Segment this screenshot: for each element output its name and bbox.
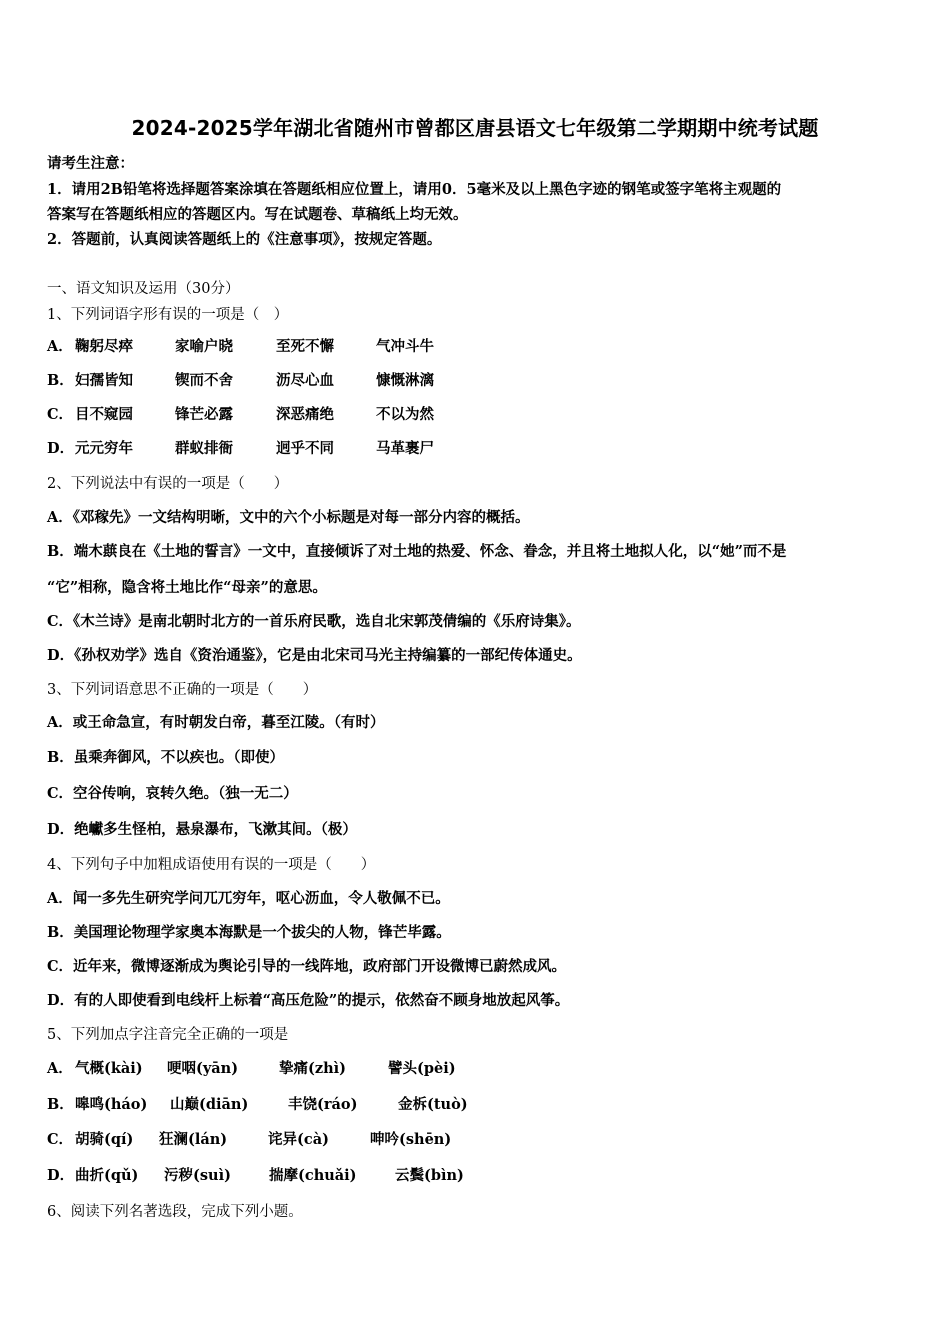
question-2-option-d: D．《孙权劝学》选自《资治通鉴》，它是由北宋司马光主持编纂的一部纪传体通史。 [47,647,582,664]
question-1-option-d [47,437,434,458]
question-3-stem: 3、下列词语意思不正确的一项是（ ） [47,682,318,698]
question-4-option-b: B．美国理论物理学家奥本海默是一个拔尖的人物，锋芒毕露。 [47,924,451,941]
option-word: 嗥鸣(háo) [75,1096,148,1113]
option-word: 元元穷年 [75,440,133,457]
question-4-option-c: C．近年来，微博逐渐成为舆论引导的一线阵地，政府部门开设微博已蔚然成风。 [47,958,567,975]
question-4-stem: 4、下列句子中加粗成语使用有误的一项是（ ） [47,857,376,873]
question-5-option-d [47,1164,464,1185]
question-5-option-a [47,1057,456,1078]
question-5-option-b [47,1093,468,1114]
notice-heading: 请考生注意： [47,155,134,172]
question-3-option-a: A．或王命急宣，有时朝发白帝，暮至江陵。（有时） [47,714,385,731]
option-word: 目不窥园 [75,406,133,423]
option-label: A． [47,338,73,355]
option-word: 揣摩(chuǎi) [269,1167,357,1184]
option-word: 锋芒必露 [175,406,233,423]
option-label: B． [47,372,74,389]
option-word: 狂澜(lán) [159,1131,228,1148]
option-word: 诧异(cà) [268,1131,329,1148]
question-1-option-b [47,369,434,390]
option-label: A． [47,1060,73,1077]
option-word: 曲折(qǔ) [75,1167,139,1184]
option-word: 金柝(tuò) [398,1096,468,1113]
question-6-stem: 6、阅读下列名著选段，完成下列小题。 [47,1204,303,1220]
question-5-stem: 5、下列加点字注音完全正确的一项是 [47,1027,289,1043]
option-label: B． [47,1096,74,1113]
option-word: 哽咽(yān) [167,1060,239,1077]
option-word: 气冲斗牛 [376,338,434,355]
option-word: 家喻户晓 [175,338,233,355]
option-word: 深恶痛绝 [276,406,334,423]
page-title: 2024-2025学年湖北省随州市曾都区唐县语文七年级第二学期期中统考试题 [131,116,819,140]
question-4-option-d: D．有的人即使看到电线杆上标着“高压危险”的提示，依然奋不顾身地放起风筝。 [47,992,570,1009]
option-word: 污秽(suì) [164,1167,231,1184]
question-1-option-c [47,403,434,424]
option-word: 山巅(diān) [170,1096,249,1113]
option-label: D． [47,1167,75,1184]
option-word: 慷慨淋漓 [376,372,434,389]
option-word: 妇孺皆知 [75,372,133,389]
option-label: C． [47,1131,74,1148]
option-word: 胡骑(qí) [75,1131,134,1148]
question-3-option-b: B．虽乘奔御风，不以疾也。（即使） [47,749,285,766]
option-word: 丰饶(ráo) [288,1096,358,1113]
notice-line-1b: 答案写在答题纸相应的答题区内。写在试题卷、草稿纸上均无效。 [47,206,468,223]
question-1-option-a [47,335,434,356]
option-word: 呻吟(shēn) [370,1131,452,1148]
question-4-option-a: A．闻一多先生研究学问兀兀穷年，呕心沥血，令人敬佩不已。 [47,890,450,907]
option-word: 群蚁排衙 [175,440,233,457]
option-word: 譬头(pèi) [388,1060,456,1077]
option-word: 锲而不舍 [175,372,233,389]
question-3-option-c: C．空谷传响，哀转久绝。（独一无二） [47,785,298,802]
question-2-option-c: C．《木兰诗》是南北朝时北方的一首乐府民歌，选自北宋郭茂倩编的《乐府诗集》。 [47,613,581,630]
question-2-stem: 2、下列说法中有误的一项是（ ） [47,476,289,492]
question-2-option-b-line2: “它”相称，隐含将土地比作“母亲”的意思。 [47,579,327,596]
option-word: 沥尽心血 [276,372,334,389]
option-word: 云鬓(bìn) [395,1167,464,1184]
option-word: 马革裹尸 [376,440,434,457]
question-2-option-a: A．《邓稼先》一文结构明晰，文中的六个小标题是对每一部分内容的概括。 [47,509,530,526]
question-3-option-d: D．绝巘多生怪柏，悬泉瀑布，飞漱其间。（极） [47,821,357,838]
option-label: C． [47,406,74,423]
option-word: 不以为然 [376,406,434,423]
option-word: 挚痛(zhì) [279,1060,347,1077]
question-5-option-c [47,1128,452,1149]
notice-line-1a: 1．请用2B铅笔将选择题答案涂填在答题纸相应位置上，请用0．5毫米及以上黑色字迹的钢笔或签字笔将主观题的 [47,181,782,198]
notice-line-2: 2．答题前，认真阅读答题纸上的《注意事项》，按规定答题。 [47,231,442,248]
option-word: 迥乎不同 [276,440,334,457]
question-2-option-b-line1: B．端木蕻良在《土地的誓言》一文中，直接倾诉了对土地的热爱、怀念、眷念，并且将土地拟人化，以“她”而不是 [47,543,787,560]
section-heading: 一、语文知识及运用（30分） [47,281,240,297]
option-word: 至死不懈 [276,338,334,355]
option-word: 气概(kài) [75,1060,143,1077]
question-1-stem: 1、下列词语字形有误的一项是（ ） [47,307,289,323]
option-label: D． [47,440,75,457]
option-word: 鞠躬尽瘁 [75,338,133,355]
